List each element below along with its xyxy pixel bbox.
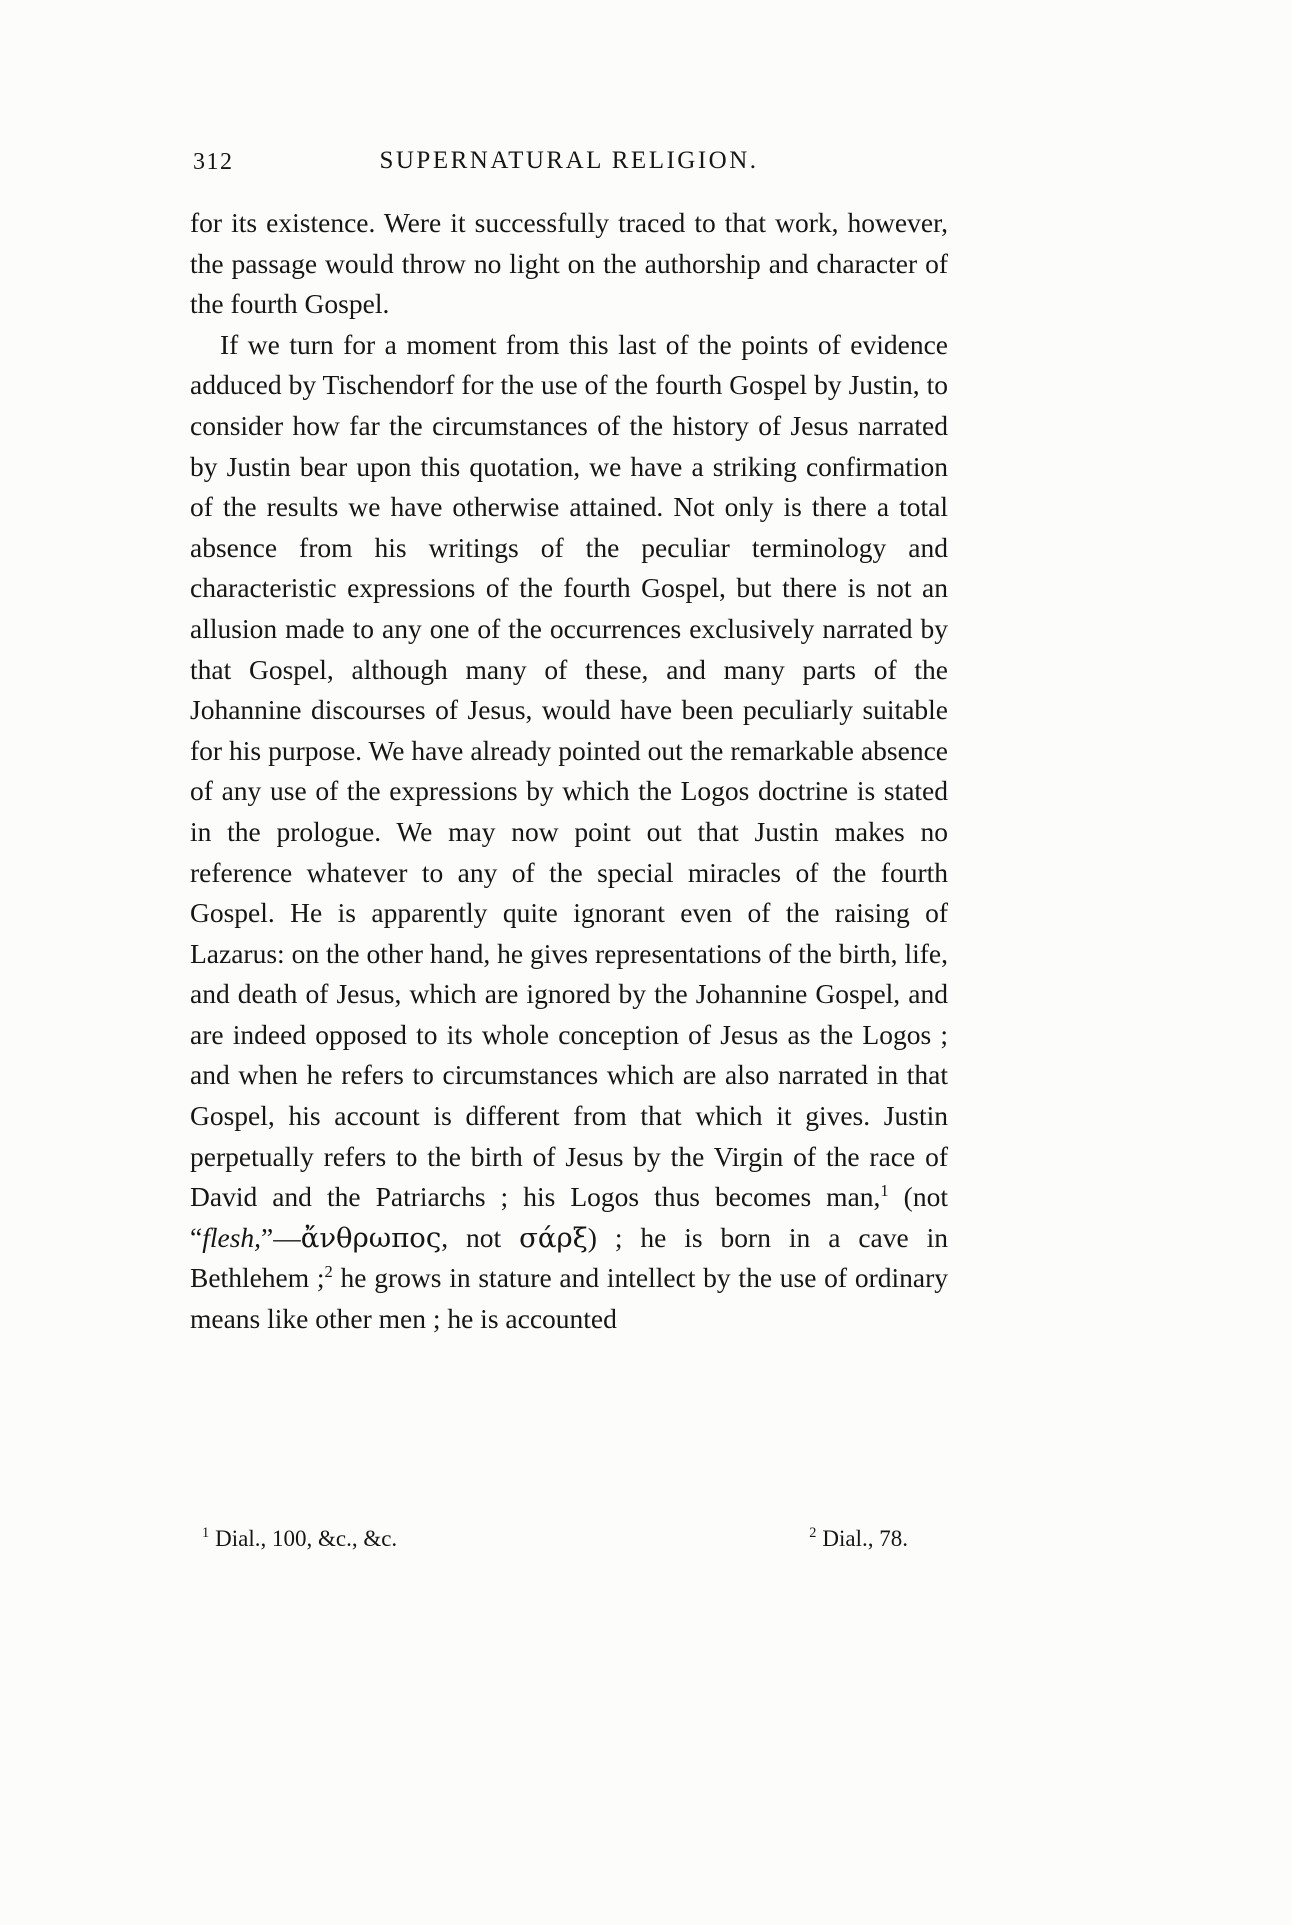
text-run: (not “ — [190, 1181, 948, 1253]
text-run: ”— — [261, 1221, 301, 1253]
footnote-2-text: Dial., 78. — [822, 1526, 908, 1551]
text-run: he grows in stature and intellect by the use of ordinary means like other men ; he is accounted — [190, 1262, 948, 1335]
page-header — [190, 147, 948, 181]
footnote-2 — [809, 1526, 948, 1552]
text-run: , not — [441, 1221, 520, 1253]
page-number: 312 — [193, 149, 234, 175]
flesh-italic-word: flesh, — [202, 1221, 262, 1253]
footnote-ref-1: 1 — [880, 1181, 889, 1201]
footnote-1-text: Dial., 100, &c., &c. — [215, 1526, 398, 1551]
paragraph-2 — [190, 325, 948, 1340]
greek-word-anthropos: ἄνθρωπος — [300, 1221, 442, 1254]
text-run: ) ; he is born in a cave in Bethlehem ; — [190, 1221, 949, 1294]
text-run: If we turn for a moment from this last of the points of evidence adduced by Tischendorf for the use of the fourth Gospel by Justin, to consider how far the circumstances of the history of Jesus narrated by Justin bear upon this quotation, we have a striking confirmation of the results we have otherwise attained. Not only is there a total absence from his writings of the peculiar terminology and characteristic expressions of the fourth Gospel, but there is not an allusion made to any one of the occurrences exclusively narrated by that Gospel, although many of these, and many parts of the Johannine discourses of Jesus, would have been peculiarly suitable for his purpose. We have already pointed out the remarkable absence of any use of the expressions by which the Logos doctrine is stated in the prologue. We may now point out that Justin makes no reference whatever to any of the special miracles of the fourth Gospel. He is apparently quite ignorant even of the raising of Lazarus: on the other hand, he gives representations of the birth, life, and death of Jesus, which are ignored by the Johannine Gospel, and are indeed opposed to its whole conception of Jesus as the Logos ; and when he refers to circumstances which are also narrated in that Gospel, his account is different from that which it gives. Justin perpetually refers to the birth of Jesus by the Virgin of the race of David and the Patriarchs ; his Logos thus becomes man, — [190, 328, 948, 1213]
footnote-ref-2: 2 — [324, 1262, 333, 1282]
paragraph-1: for its existence. Were it successfully traced to that work, however, the passage would throw no light on the authorship and character of the fourth Gospel. — [190, 207, 948, 320]
footnote-1-marker: 1 — [202, 1525, 210, 1542]
body-text — [190, 203, 948, 1340]
footnote-2-marker: 2 — [809, 1525, 817, 1542]
footnotes — [190, 1526, 948, 1552]
running-title: SUPERNATURAL RELIGION. — [379, 147, 759, 174]
greek-word-sarx: σάρξ — [519, 1221, 588, 1254]
footnote-1 — [190, 1526, 397, 1552]
